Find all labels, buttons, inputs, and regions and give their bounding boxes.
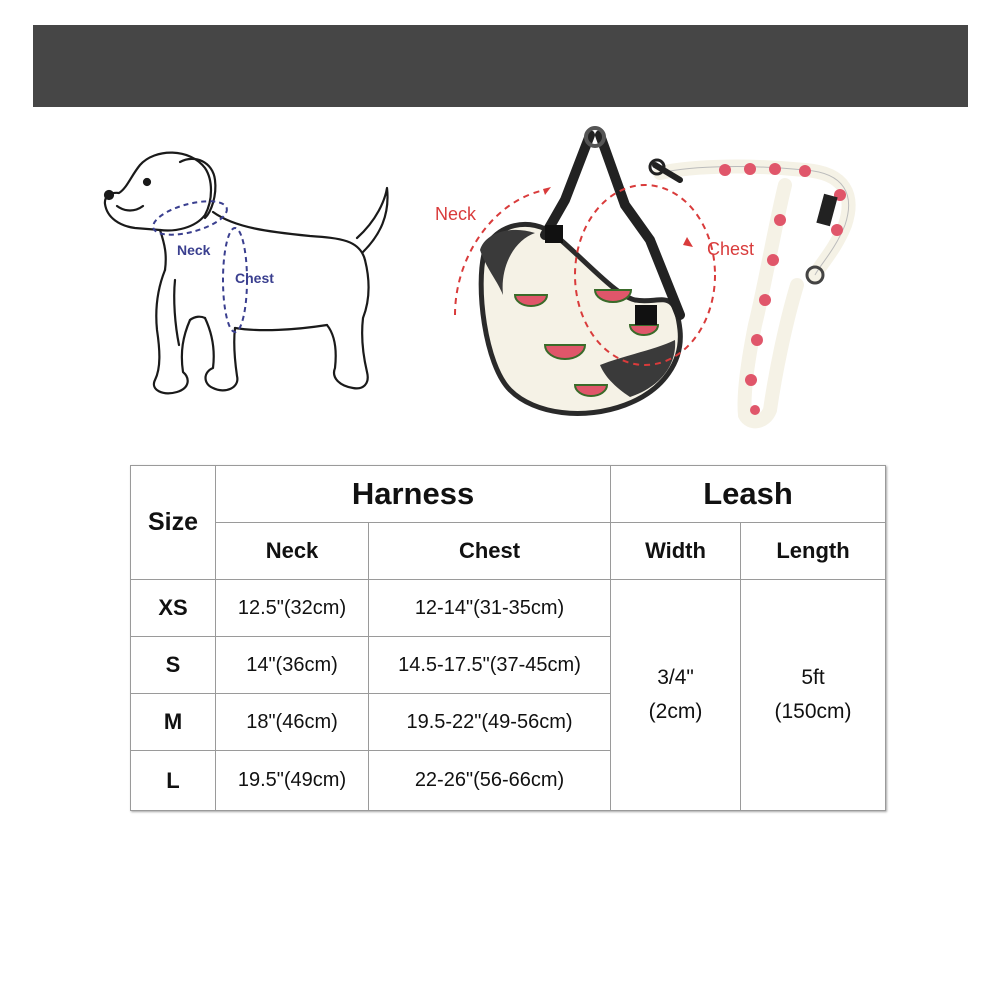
leash-length-line2: (150cm)	[774, 700, 852, 723]
dog-chest-label: Chest	[235, 270, 274, 286]
leash-width-cell	[611, 580, 741, 811]
leash-width-line2: (2cm)	[648, 700, 703, 723]
chest-cell: 19.5-22"(49-56cm)	[369, 694, 611, 751]
size-cell: XS	[131, 580, 216, 637]
table-row	[131, 580, 886, 637]
width-header: Width	[611, 523, 741, 580]
neck-cell: 18"(46cm)	[216, 694, 369, 751]
harness-neck-label: Neck	[435, 204, 477, 224]
neck-header: Neck	[216, 523, 369, 580]
harness-chest-label: Chest	[707, 239, 755, 259]
size-chart-table	[130, 465, 886, 811]
chest-cell: 22-26"(56-66cm)	[369, 751, 611, 811]
top-banner	[33, 25, 968, 107]
neck-cell: 14"(36cm)	[216, 637, 369, 694]
length-header: Length	[741, 523, 886, 580]
dog-measurement-illustration	[95, 140, 405, 410]
size-cell: S	[131, 637, 216, 694]
leash-width-line1: 3/4"	[657, 666, 694, 689]
leash-header: Leash	[611, 466, 886, 523]
harness-leash-illustration	[425, 125, 875, 435]
chest-header: Chest	[369, 523, 611, 580]
size-cell: M	[131, 694, 216, 751]
harness-header: Harness	[216, 466, 611, 523]
chest-cell: 14.5-17.5"(37-45cm)	[369, 637, 611, 694]
size-header: Size	[131, 466, 216, 580]
neck-cell: 19.5"(49cm)	[216, 751, 369, 811]
leash-length-cell	[741, 580, 886, 811]
dog-neck-label: Neck	[177, 242, 211, 258]
chest-cell: 12-14"(31-35cm)	[369, 580, 611, 637]
neck-cell: 12.5"(32cm)	[216, 580, 369, 637]
leash-length-line1: 5ft	[801, 666, 825, 689]
size-cell: L	[131, 751, 216, 811]
